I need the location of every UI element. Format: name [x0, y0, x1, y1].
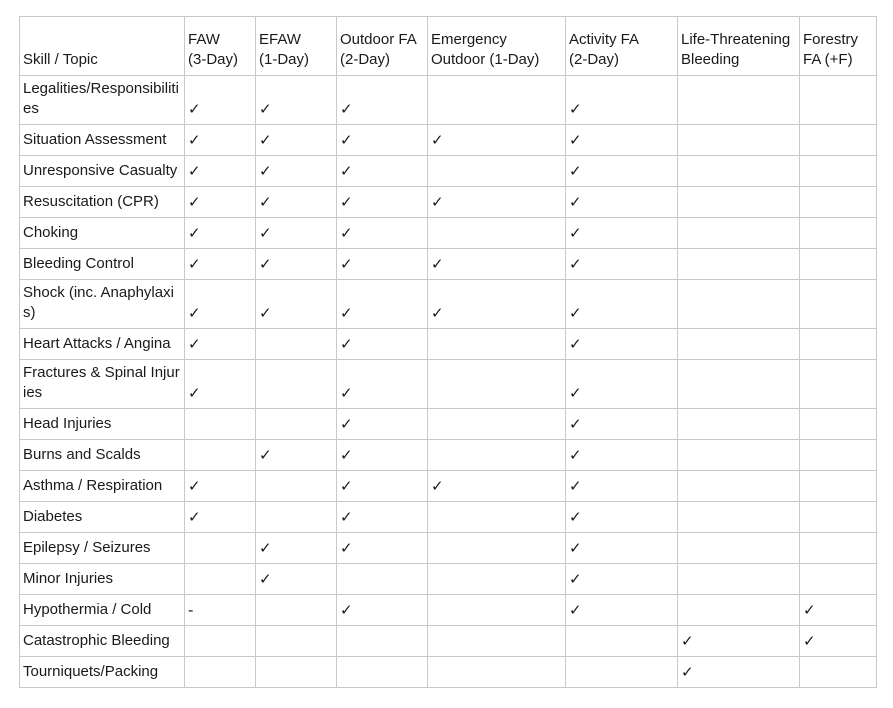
coverage-cell [678, 564, 800, 595]
coverage-cell [678, 409, 800, 440]
coverage-cell [185, 440, 256, 471]
coverage-cell: ✓ [566, 125, 678, 156]
coverage-cell: ✓ [428, 471, 566, 502]
coverage-cell: ✓ [256, 249, 337, 280]
coverage-cell: ✓ [337, 76, 428, 125]
coverage-cell [800, 409, 877, 440]
table-row [20, 280, 877, 329]
coverage-cell [428, 626, 566, 657]
coverage-cell: ✓ [566, 187, 678, 218]
coverage-cell: ✓ [337, 218, 428, 249]
coverage-cell: ✓ [566, 329, 678, 360]
coverage-cell: ✓ [566, 156, 678, 187]
coverage-cell: ✓ [256, 440, 337, 471]
coverage-cell [428, 657, 566, 688]
coverage-cell [566, 657, 678, 688]
skill-label: Catastrophic Bleeding [20, 626, 185, 657]
coverage-cell: ✓ [256, 533, 337, 564]
skill-label: Bleeding Control [20, 249, 185, 280]
table-row [20, 533, 877, 564]
coverage-cell [678, 360, 800, 409]
coverage-cell [185, 564, 256, 595]
skill-label: Hypothermia / Cold [20, 595, 185, 626]
coverage-cell [800, 360, 877, 409]
skill-label: Legalities/Responsibilities [20, 76, 185, 125]
coverage-cell [256, 329, 337, 360]
table-row [20, 626, 877, 657]
coverage-cell: ✓ [566, 280, 678, 329]
coverage-cell [256, 502, 337, 533]
coverage-cell: ✓ [185, 471, 256, 502]
coverage-cell [337, 564, 428, 595]
coverage-cell [428, 329, 566, 360]
coverage-cell [337, 626, 428, 657]
coverage-cell: ✓ [337, 125, 428, 156]
coverage-cell: ✓ [185, 502, 256, 533]
coverage-cell: ✓ [566, 595, 678, 626]
coverage-cell: ✓ [256, 218, 337, 249]
coverage-cell [256, 595, 337, 626]
coverage-cell [566, 626, 678, 657]
skill-label: Asthma / Respiration [20, 471, 185, 502]
coverage-cell [185, 533, 256, 564]
table-row [20, 249, 877, 280]
coverage-cell: ✓ [428, 249, 566, 280]
skill-label: Choking [20, 218, 185, 249]
coverage-cell: ✓ [337, 187, 428, 218]
coverage-cell [800, 471, 877, 502]
skill-label: Minor Injuries [20, 564, 185, 595]
coverage-cell [428, 533, 566, 564]
coverage-cell: ✓ [337, 280, 428, 329]
coverage-cell [337, 657, 428, 688]
skill-label: Fractures & Spinal Injuries [20, 360, 185, 409]
coverage-cell [800, 156, 877, 187]
coverage-cell: ✓ [566, 409, 678, 440]
coverage-cell: ✓ [800, 595, 877, 626]
coverage-cell: ✓ [566, 360, 678, 409]
coverage-cell: ✓ [566, 533, 678, 564]
coverage-cell: ✓ [256, 125, 337, 156]
table-row [20, 471, 877, 502]
header-activity-fa: Activity FA (2-Day) [566, 17, 678, 76]
table-row [20, 329, 877, 360]
coverage-cell [800, 218, 877, 249]
table-row [20, 76, 877, 125]
coverage-cell [678, 533, 800, 564]
coverage-cell [185, 409, 256, 440]
coverage-cell [428, 218, 566, 249]
table-row [20, 564, 877, 595]
coverage-cell: ✓ [256, 76, 337, 125]
coverage-cell [678, 249, 800, 280]
table-body [20, 17, 877, 688]
coverage-cell: ✓ [337, 440, 428, 471]
coverage-cell [678, 280, 800, 329]
coverage-cell: ✓ [185, 76, 256, 125]
coverage-cell [678, 329, 800, 360]
skill-label: Head Injuries [20, 409, 185, 440]
coverage-cell [678, 440, 800, 471]
coverage-cell [800, 280, 877, 329]
coverage-cell: ✓ [337, 502, 428, 533]
coverage-cell: ✓ [185, 187, 256, 218]
coverage-cell [256, 409, 337, 440]
skill-label: Burns and Scalds [20, 440, 185, 471]
coverage-cell: ✓ [566, 218, 678, 249]
skill-label: Resuscitation (CPR) [20, 187, 185, 218]
coverage-cell [800, 533, 877, 564]
coverage-cell: ✓ [256, 280, 337, 329]
table-row [20, 440, 877, 471]
coverage-cell [428, 595, 566, 626]
header-faw: FAW (3-Day) [185, 17, 256, 76]
coverage-cell: ✓ [566, 76, 678, 125]
table-row [20, 595, 877, 626]
coverage-cell: ✓ [256, 156, 337, 187]
skill-label: Shock (inc. Anaphylaxis) [20, 280, 185, 329]
header-forestry-fa: Forestry FA (+F) [800, 17, 877, 76]
coverage-cell: ✓ [185, 249, 256, 280]
coverage-cell: ✓ [566, 440, 678, 471]
coverage-cell: ✓ [256, 564, 337, 595]
skill-label: Diabetes [20, 502, 185, 533]
coverage-cell [800, 329, 877, 360]
coverage-cell [256, 471, 337, 502]
coverage-cell [800, 76, 877, 125]
table-row [20, 125, 877, 156]
coverage-cell [428, 502, 566, 533]
coverage-cell [256, 626, 337, 657]
coverage-cell: ✓ [337, 471, 428, 502]
coverage-cell: ✓ [185, 156, 256, 187]
coverage-cell [185, 657, 256, 688]
coverage-cell: ✓ [566, 564, 678, 595]
coverage-cell [678, 595, 800, 626]
coverage-cell: ✓ [185, 360, 256, 409]
coverage-cell: - [185, 595, 256, 626]
coverage-cell [678, 471, 800, 502]
coverage-cell: ✓ [678, 626, 800, 657]
coverage-cell [428, 360, 566, 409]
coverage-cell: ✓ [185, 125, 256, 156]
coverage-cell: ✓ [337, 533, 428, 564]
coverage-cell [428, 156, 566, 187]
coverage-cell: ✓ [566, 249, 678, 280]
coverage-cell [678, 187, 800, 218]
coverage-cell [678, 502, 800, 533]
table-row [20, 187, 877, 218]
coverage-cell [800, 502, 877, 533]
coverage-cell [678, 156, 800, 187]
table-row [20, 657, 877, 688]
header-outdoor-fa: Outdoor FA (2-Day) [337, 17, 428, 76]
coverage-cell [800, 564, 877, 595]
coverage-cell [678, 218, 800, 249]
skill-label: Epilepsy / Seizures [20, 533, 185, 564]
table-row [20, 502, 877, 533]
table-row [20, 360, 877, 409]
coverage-cell [800, 187, 877, 218]
coverage-cell: ✓ [337, 329, 428, 360]
coverage-cell: ✓ [256, 187, 337, 218]
table-row [20, 409, 877, 440]
coverage-cell: ✓ [566, 471, 678, 502]
coverage-cell [428, 564, 566, 595]
coverage-cell [428, 76, 566, 125]
coverage-cell [256, 360, 337, 409]
header-skill-topic: Skill / Topic [20, 17, 185, 76]
coverage-cell: ✓ [337, 249, 428, 280]
coverage-cell [185, 626, 256, 657]
coverage-cell: ✓ [428, 187, 566, 218]
coverage-cell [678, 76, 800, 125]
coverage-cell [256, 657, 337, 688]
coverage-cell: ✓ [337, 409, 428, 440]
coverage-cell [800, 657, 877, 688]
table-row [20, 218, 877, 249]
coverage-cell: ✓ [337, 156, 428, 187]
table-row [20, 156, 877, 187]
skill-label: Tourniquets/Packing [20, 657, 185, 688]
coverage-cell: ✓ [185, 218, 256, 249]
coverage-cell: ✓ [800, 626, 877, 657]
header-row [20, 17, 877, 76]
skill-label: Unresponsive Casualty [20, 156, 185, 187]
coverage-cell: ✓ [428, 125, 566, 156]
coverage-cell [428, 440, 566, 471]
skill-label: Situation Assessment [20, 125, 185, 156]
header-life-threatening-bleeding: Life-Threatening Bleeding [678, 17, 800, 76]
coverage-cell: ✓ [678, 657, 800, 688]
coverage-cell: ✓ [185, 280, 256, 329]
coverage-cell [428, 409, 566, 440]
skill-label: Heart Attacks / Angina [20, 329, 185, 360]
coverage-cell [800, 249, 877, 280]
coverage-cell: ✓ [337, 360, 428, 409]
coverage-cell: ✓ [428, 280, 566, 329]
header-efaw: EFAW (1-Day) [256, 17, 337, 76]
coverage-cell: ✓ [337, 595, 428, 626]
skills-matrix-table [19, 16, 877, 688]
coverage-cell [800, 440, 877, 471]
coverage-cell: ✓ [185, 329, 256, 360]
coverage-cell [678, 125, 800, 156]
coverage-cell: ✓ [566, 502, 678, 533]
header-emergency-outdoor: Emergency Outdoor (1-Day) [428, 17, 566, 76]
coverage-cell [800, 125, 877, 156]
